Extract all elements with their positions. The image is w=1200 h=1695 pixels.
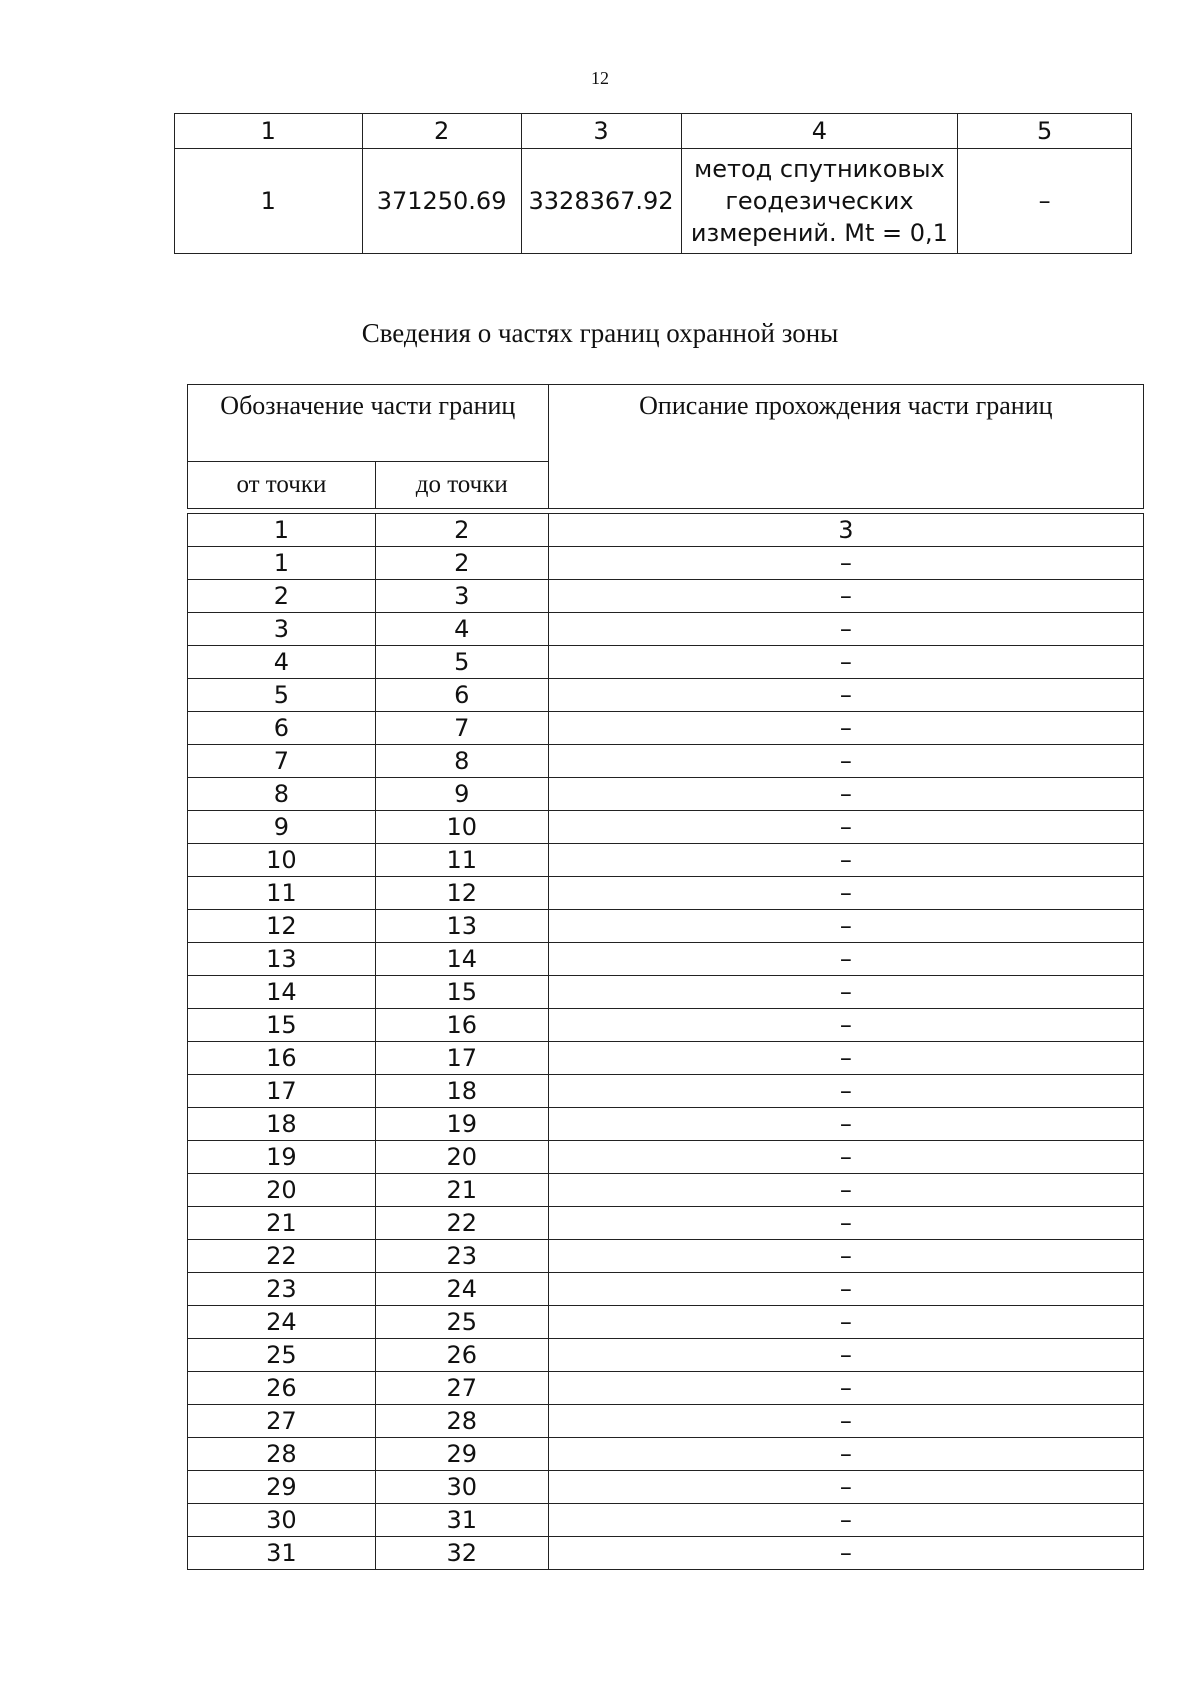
description-cell: – xyxy=(548,679,1143,712)
table-row xyxy=(175,149,1132,254)
to-point-cell: 16 xyxy=(375,1009,548,1042)
table-row xyxy=(188,712,1144,745)
header-from-point: от точки xyxy=(188,462,376,509)
description-cell: – xyxy=(548,1108,1143,1141)
column-number: 1 xyxy=(175,114,363,149)
description-cell: – xyxy=(548,1042,1143,1075)
description-cell: – xyxy=(548,712,1143,745)
description-cell: – xyxy=(548,1273,1143,1306)
to-point-cell: 27 xyxy=(375,1372,548,1405)
column-number: 3 xyxy=(521,114,681,149)
from-point-cell: 13 xyxy=(188,943,376,976)
table-row xyxy=(188,1405,1144,1438)
to-point-cell: 13 xyxy=(375,910,548,943)
description-cell: – xyxy=(548,1174,1143,1207)
from-point-cell: 19 xyxy=(188,1141,376,1174)
description-cell: – xyxy=(548,745,1143,778)
table-row xyxy=(188,1471,1144,1504)
table-row xyxy=(188,778,1144,811)
column-number: 4 xyxy=(681,114,958,149)
table-row xyxy=(188,580,1144,613)
from-point-cell: 16 xyxy=(188,1042,376,1075)
table-row xyxy=(188,1339,1144,1372)
table-row xyxy=(188,1009,1144,1042)
to-point-cell: 15 xyxy=(375,976,548,1009)
table-header-row xyxy=(188,385,1144,462)
table-row xyxy=(188,1240,1144,1273)
from-point-cell: 23 xyxy=(188,1273,376,1306)
column-number: 2 xyxy=(375,514,548,547)
to-point-cell: 7 xyxy=(375,712,548,745)
to-point-cell: 23 xyxy=(375,1240,548,1273)
coordinate-x: 371250.69 xyxy=(362,149,521,254)
description-cell: – xyxy=(548,943,1143,976)
description-cell: – xyxy=(548,547,1143,580)
header-description: Описание прохождения части границ xyxy=(548,385,1143,509)
from-point-cell: 25 xyxy=(188,1339,376,1372)
description-cell: – xyxy=(548,1207,1143,1240)
to-point-cell: 5 xyxy=(375,646,548,679)
section-title: Сведения о частях границ охранной зоны xyxy=(361,318,839,348)
from-point-cell: 28 xyxy=(188,1438,376,1471)
column-number: 1 xyxy=(188,514,376,547)
page-number: 12 xyxy=(591,68,609,88)
from-point-cell: 9 xyxy=(188,811,376,844)
from-point-cell: 10 xyxy=(188,844,376,877)
description-cell: – xyxy=(548,976,1143,1009)
point-number: 1 xyxy=(175,149,363,254)
description-cell: – xyxy=(548,613,1143,646)
to-point-cell: 17 xyxy=(375,1042,548,1075)
to-point-cell: 20 xyxy=(375,1141,548,1174)
table-row xyxy=(188,976,1144,1009)
table-row xyxy=(188,1504,1144,1537)
from-point-cell: 27 xyxy=(188,1405,376,1438)
table-row xyxy=(188,1537,1144,1570)
description-cell: – xyxy=(548,1504,1143,1537)
to-point-cell: 6 xyxy=(375,679,548,712)
table-row xyxy=(188,1372,1144,1405)
table-row xyxy=(188,844,1144,877)
description-cell: – xyxy=(548,646,1143,679)
method-description xyxy=(681,149,958,254)
description-cell: – xyxy=(548,580,1143,613)
from-point-cell: 15 xyxy=(188,1009,376,1042)
table-row xyxy=(188,547,1144,580)
method-line: измерений. Mt = 0,1 xyxy=(690,219,948,247)
from-point-cell: 31 xyxy=(188,1537,376,1570)
from-point-cell: 11 xyxy=(188,877,376,910)
description-cell: – xyxy=(548,1405,1143,1438)
to-point-cell: 31 xyxy=(375,1504,548,1537)
column-number-row xyxy=(188,514,1144,547)
from-point-cell: 7 xyxy=(188,745,376,778)
description-cell: – xyxy=(548,1009,1143,1042)
table-row xyxy=(188,613,1144,646)
from-point-cell: 5 xyxy=(188,679,376,712)
description-cell: – xyxy=(548,811,1143,844)
description-cell: – xyxy=(548,1306,1143,1339)
description-cell: – xyxy=(548,1471,1143,1504)
boundary-parts-table xyxy=(187,384,1144,1570)
to-point-cell: 29 xyxy=(375,1438,548,1471)
to-point-cell: 24 xyxy=(375,1273,548,1306)
from-point-cell: 29 xyxy=(188,1471,376,1504)
from-point-cell: 21 xyxy=(188,1207,376,1240)
to-point-cell: 14 xyxy=(375,943,548,976)
to-point-cell: 26 xyxy=(375,1339,548,1372)
table-row xyxy=(188,1306,1144,1339)
header-to-point: до точки xyxy=(375,462,548,509)
table-row xyxy=(188,646,1144,679)
table-header-row xyxy=(175,114,1132,149)
table-row xyxy=(188,1273,1144,1306)
to-point-cell: 12 xyxy=(375,877,548,910)
from-point-cell: 22 xyxy=(188,1240,376,1273)
description-cell: – xyxy=(548,877,1143,910)
from-point-cell: 24 xyxy=(188,1306,376,1339)
note-cell: – xyxy=(958,149,1132,254)
coordinate-y: 3328367.92 xyxy=(521,149,681,254)
table-row xyxy=(188,1141,1144,1174)
to-point-cell: 11 xyxy=(375,844,548,877)
from-point-cell: 8 xyxy=(188,778,376,811)
to-point-cell: 22 xyxy=(375,1207,548,1240)
method-line: метод спутниковых xyxy=(694,155,945,183)
to-point-cell: 30 xyxy=(375,1471,548,1504)
from-point-cell: 12 xyxy=(188,910,376,943)
to-point-cell: 25 xyxy=(375,1306,548,1339)
to-point-cell: 28 xyxy=(375,1405,548,1438)
table-row xyxy=(188,1438,1144,1471)
to-point-cell: 19 xyxy=(375,1108,548,1141)
description-cell: – xyxy=(548,910,1143,943)
from-point-cell: 30 xyxy=(188,1504,376,1537)
table-row xyxy=(188,1108,1144,1141)
column-number: 2 xyxy=(362,114,521,149)
table-row xyxy=(188,1042,1144,1075)
to-point-cell: 9 xyxy=(375,778,548,811)
description-cell: – xyxy=(548,1141,1143,1174)
table-body xyxy=(188,514,1144,1570)
column-number: 5 xyxy=(958,114,1132,149)
to-point-cell: 3 xyxy=(375,580,548,613)
header-designation: Обозначение части границ xyxy=(188,385,549,462)
to-point-cell: 2 xyxy=(375,547,548,580)
method-line: геодезических xyxy=(725,187,914,215)
description-cell: – xyxy=(548,1537,1143,1570)
description-cell: – xyxy=(548,1372,1143,1405)
table-row xyxy=(188,1174,1144,1207)
description-cell: – xyxy=(548,1240,1143,1273)
from-point-cell: 18 xyxy=(188,1108,376,1141)
description-cell: – xyxy=(548,1339,1143,1372)
from-point-cell: 2 xyxy=(188,580,376,613)
to-point-cell: 32 xyxy=(375,1537,548,1570)
table-row xyxy=(188,943,1144,976)
from-point-cell: 1 xyxy=(188,547,376,580)
to-point-cell: 8 xyxy=(375,745,548,778)
to-point-cell: 18 xyxy=(375,1075,548,1108)
from-point-cell: 6 xyxy=(188,712,376,745)
from-point-cell: 3 xyxy=(188,613,376,646)
coordinates-table xyxy=(174,113,1132,254)
table-row xyxy=(188,910,1144,943)
table-row xyxy=(188,1075,1144,1108)
table-row xyxy=(188,811,1144,844)
column-number: 3 xyxy=(548,514,1143,547)
table-row xyxy=(188,1207,1144,1240)
to-point-cell: 21 xyxy=(375,1174,548,1207)
to-point-cell: 10 xyxy=(375,811,548,844)
from-point-cell: 14 xyxy=(188,976,376,1009)
table-row xyxy=(188,745,1144,778)
from-point-cell: 17 xyxy=(188,1075,376,1108)
table-row xyxy=(188,877,1144,910)
description-cell: – xyxy=(548,844,1143,877)
description-cell: – xyxy=(548,1438,1143,1471)
description-cell: – xyxy=(548,1075,1143,1108)
to-point-cell: 4 xyxy=(375,613,548,646)
from-point-cell: 4 xyxy=(188,646,376,679)
from-point-cell: 20 xyxy=(188,1174,376,1207)
table-row xyxy=(188,679,1144,712)
from-point-cell: 26 xyxy=(188,1372,376,1405)
description-cell: – xyxy=(548,778,1143,811)
